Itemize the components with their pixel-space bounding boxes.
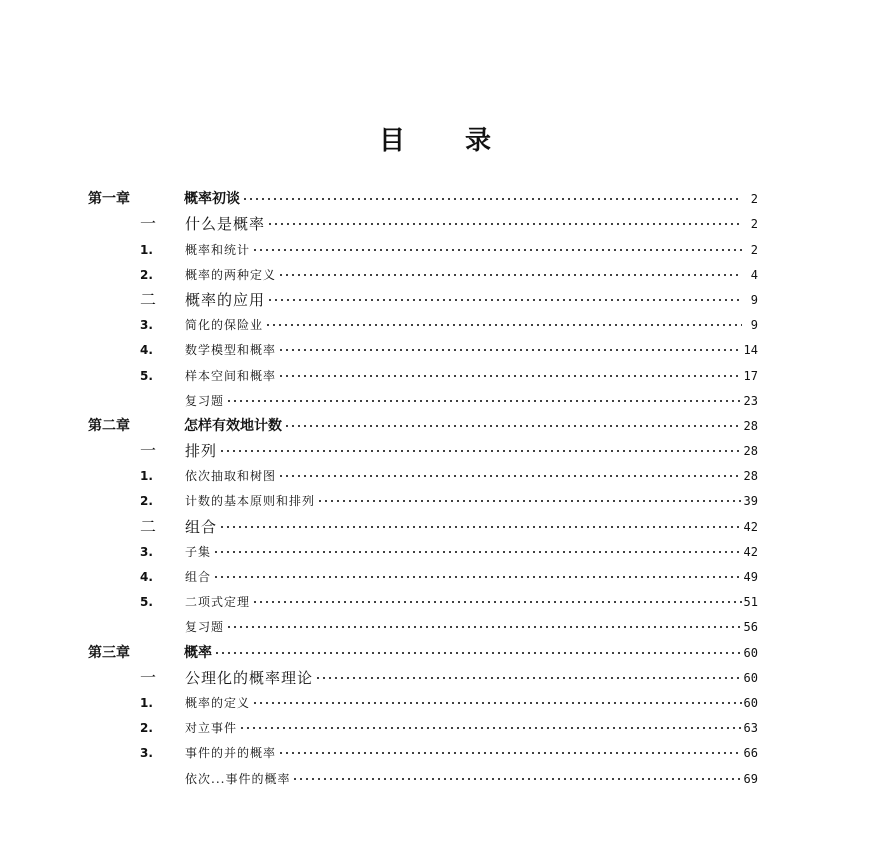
dot-leader: [252, 597, 742, 607]
toc-entry-review: [88, 611, 758, 636]
toc-entry-section: [88, 208, 758, 233]
dot-leader: [278, 345, 742, 355]
toc-entry-section: [88, 435, 758, 460]
dot-leader: [226, 396, 742, 406]
toc-entry-page-number: 60: [743, 645, 758, 660]
dot-leader: [292, 774, 741, 784]
dot-leader: [214, 648, 742, 658]
toc-entry-page-number: 39: [743, 494, 758, 509]
toc-entry-section: [88, 510, 758, 535]
toc-entry-title: 公理化的概率理论: [185, 668, 314, 687]
dot-leader: [317, 496, 742, 506]
toc-entry-sub: [88, 712, 758, 737]
toc-entry-number: 4.: [140, 570, 153, 584]
dot-leader: [315, 673, 742, 683]
toc-entry-title: 依次抽取和树图: [185, 469, 277, 484]
toc-entry-sub: [88, 233, 758, 258]
dot-leader: [265, 320, 742, 330]
toc-entry-sub: [88, 561, 758, 586]
toc-entry-sub: [88, 334, 758, 359]
toc-entry-chapter: [88, 636, 758, 661]
title-char-1: 目: [378, 126, 405, 156]
toc-entry-number: 3.: [140, 746, 153, 761]
toc-entry-title: 数学模型和概率: [185, 343, 277, 358]
toc-entry-page-number: 69: [743, 771, 758, 786]
toc-entry-chapter: [88, 183, 758, 208]
toc-entry-chapter: [88, 410, 758, 435]
dot-leader: [252, 245, 742, 255]
dot-leader: [267, 295, 742, 305]
dot-leader: [267, 219, 742, 229]
dot-leader: [278, 471, 742, 481]
toc-entry-title: 概率: [184, 644, 212, 661]
dot-leader: [226, 622, 742, 632]
toc-entry-title: 组合: [185, 517, 218, 536]
toc-entry-sub: [88, 536, 758, 561]
toc-entry-section: [88, 662, 758, 687]
toc-entry-number: 一: [140, 441, 157, 461]
toc-entry-page-number: 60: [743, 695, 758, 710]
toc-entry-number: 4.: [140, 343, 153, 358]
toc-entry-page-number: 66: [743, 746, 758, 761]
toc-entry-sub: [88, 687, 758, 712]
dot-leader: [219, 446, 742, 456]
toc-entry-title: 概率的应用: [185, 290, 266, 309]
toc-entry-page-number: 51: [743, 595, 758, 610]
toc-entry-sub: [88, 259, 758, 284]
toc-entry-title: 什么是概率: [185, 215, 266, 234]
toc-entry-sub: [88, 586, 758, 611]
toc-entry-page-number: 9: [750, 292, 758, 307]
toc-entry-sub: [88, 485, 758, 510]
toc-entry-title: 怎样有效地计数: [184, 417, 282, 434]
toc-entry-page-number: 28: [743, 444, 758, 459]
toc-entry-number: 二: [140, 516, 157, 536]
toc-entry-sub: [88, 359, 758, 384]
toc-entry-title: 组合: [185, 570, 212, 584]
toc-entry-page-number: 49: [743, 570, 758, 584]
toc-entry-number: 5.: [140, 595, 153, 610]
toc-entry-title: 子集: [185, 544, 212, 559]
toc-entry-number: 2.: [140, 267, 153, 282]
toc-entry-number: 2.: [140, 721, 153, 736]
toc-entry-number: 一: [140, 667, 157, 687]
toc-entry-title: 样本空间和概率: [185, 368, 277, 383]
toc-entry-page-number: 14: [743, 343, 758, 358]
dot-leader: [242, 194, 742, 204]
toc-entry-title: 二项式定理: [185, 595, 251, 610]
dot-leader: [219, 522, 742, 532]
toc-entry-number: 5.: [140, 368, 153, 383]
toc-entry-number: 2.: [140, 494, 153, 509]
toc-entry-page-number: 9: [750, 318, 758, 333]
toc-entry-title: 概率的两种定义: [185, 267, 277, 282]
toc-entry-number: 3.: [140, 544, 153, 559]
toc-entry-page-number: 2: [750, 242, 758, 257]
toc-entry-number: 第三章: [88, 644, 130, 661]
dot-leader: [213, 572, 742, 582]
table-of-contents: [88, 183, 758, 788]
toc-entry-title: 事件的并的概率: [185, 746, 277, 761]
toc-entry-number: 1.: [140, 469, 153, 484]
toc-entry-page-number: 60: [743, 670, 758, 685]
toc-entry-page-number: 17: [743, 368, 758, 383]
toc-entry-page-number: 23: [743, 393, 758, 408]
toc-entry-title: 复习题: [185, 620, 225, 635]
toc-entry-page-number: 2: [750, 192, 758, 207]
toc-entry-title: 概率的定义: [185, 695, 251, 710]
toc-entry-page-number: 2: [750, 217, 758, 232]
toc-entry-number: 二: [140, 289, 157, 309]
dot-leader: [284, 421, 742, 431]
toc-entry-title: 概率和统计: [185, 242, 251, 257]
dot-leader: [278, 371, 742, 381]
toc-entry-title: 概率初谈: [184, 191, 240, 208]
toc-entry-number: 3.: [140, 318, 153, 333]
toc-entry-title: 依次...事件的概率: [185, 771, 291, 786]
page-title: [0, 120, 870, 157]
toc-entry-page-number: 63: [743, 721, 758, 736]
toc-entry-sub: [88, 737, 758, 762]
toc-entry-title: 复习题: [185, 393, 225, 408]
toc-entry-page-number: 28: [743, 418, 758, 433]
toc-entry-number: 一: [140, 214, 157, 234]
toc-entry-page-number: 28: [743, 469, 758, 484]
toc-entry-title: 计数的基本原则和排列: [185, 494, 316, 509]
toc-entry-sub: [88, 762, 758, 787]
toc-entry-page-number: 42: [743, 544, 758, 559]
toc-entry-number: 1.: [140, 695, 153, 710]
toc-entry-sub: [88, 460, 758, 485]
toc-entry-number: 第一章: [88, 191, 130, 208]
toc-entry-section: [88, 284, 758, 309]
toc-entry-title: 排列: [185, 442, 218, 461]
toc-entry-sub: [88, 309, 758, 334]
toc-entry-number: 第二章: [88, 417, 130, 434]
dot-leader: [252, 698, 742, 708]
dot-leader: [278, 748, 742, 758]
toc-entry-number: 1.: [140, 242, 153, 257]
dot-leader: [239, 723, 742, 733]
toc-entry-page-number: 42: [743, 519, 758, 534]
toc-entry-title: 对立事件: [185, 721, 238, 736]
title-char-2: 录: [465, 126, 492, 156]
toc-entry-page-number: 4: [750, 267, 758, 282]
toc-entry-page-number: 56: [743, 620, 758, 635]
toc-entry-review: [88, 385, 758, 410]
dot-leader: [213, 547, 742, 557]
dot-leader: [278, 270, 742, 280]
toc-entry-title: 简化的保险业: [185, 318, 264, 333]
